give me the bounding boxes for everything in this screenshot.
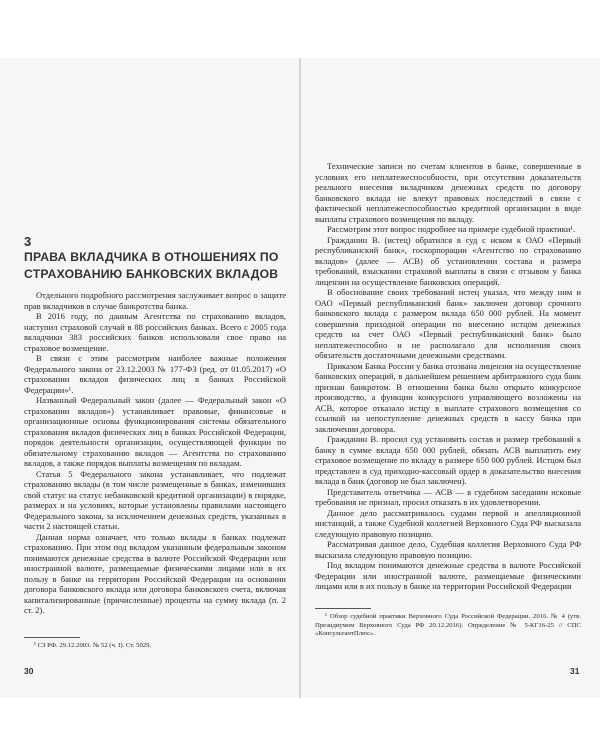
paragraph: Гражданин В. (истец) обратился в суд с иском к ОАО «Первый республиканский банк», госкорпорации «Агентство по страхованию вкладов» (далее — АСВ) об установлении состава и размера требований, взыскании страховой выплаты в связи с отзывом у банка лицензии на осуществление банковских операций. [315,234,581,287]
page-number: 31 [570,666,580,676]
chapter-title: ПРАВА ВКЛАДЧИКА В ОТНОШЕНИЯХ ПО СТРАХОВАНИЮ БАНКОВСКИХ ВКЛАДОВ [24,250,279,281]
book-spread [0,58,600,698]
left-page [0,58,299,698]
paragraph: Статья 5 Федерального закона устанавливает, что подлежат страхованию вклады (в том числе размещенные в банках, изменивших свой статус на статус небанковской кредитной организации) в порядке, размерах и на условиях, которые установлены правилами настоящего Федерального закона, за исключением денежных средств, указанных в части 2 настоящей статьи. [24,468,286,531]
paragraph: Представитель ответчика — АСВ — в судебном заседании исковые требования не признал, просил отказать в их удовлетворении. [315,486,581,507]
page-number: 30 [24,666,34,676]
paragraph: Названный Федеральный закон (далее — Федеральный закон «О страховании вкладов») устанавливает правовые, финансовые и организационные основы функционирования системы обязательного страхования вкладов физических лиц в банках Российской Федерации, порядок деятельности организации, осуществляющей функции по обязательному страхованию вкладов — Агентства по страхованию вкладов, а также порядок выплаты возмещения по вкладам. [24,395,286,468]
paragraph: Под вкладом понимаются денежные средства в валюте Российской Федерации или иностранной валюте, размещаемые физическими лицами или в их пользу в банке на территории Российской Федерации [315,560,581,591]
footnote-text: ¹ Обзор судебной практики Верховного Суда Российской Федерации. 2016. № 4 (утв. Президиумом Верховного Суда РФ 20.12.2016). Определение № 5-КГ16-25 // СПС «КонсультантПлюс». [315,613,581,638]
footnote-rule [24,637,80,638]
left-body-text [24,290,286,616]
paragraph: Отдельного подробного рассмотрения заслуживает вопрос о защите прав вкладчиков в случае банкротства банка. [24,290,286,311]
chapter-number: 3 [24,234,32,249]
paragraph: Рассмотрим этот вопрос подробнее на примере судебной практики¹. [327,224,576,234]
right-body-text [315,161,581,592]
left-footnote [24,642,286,651]
right-page [301,58,600,698]
paragraph: Данное дело рассматривалось судами первой и апелляционной инстанций, а также Судебной коллегией Верховного Суда РФ высказала следующую правовую позицию. [315,507,581,539]
paragraph: В обоснование своих требований истец указал, что между ним и ОАО «Первый республиканский банк» заключен договор срочного банковского вклада с размером вклада 650 000 рублей. На момент совершения приходной операции по внесению истцом денежных средств на счет ОАО «Первый республиканский банк» было неплатежеспособно и не располагало для исполнения своих обязательств достаточными денежными средствами. [315,287,581,360]
paragraph: Рассматривая данное дело, Судебная коллегия Верховного Суда РФ высказала следующую правовую позицию. [315,539,581,560]
paragraph: Гражданин В. просил суд установить состав и размер требований к банку в сумме вклада 650 000 рублей, обязать АСВ выплатить ему страховое возмещение по вкладу в размере 650 000 рублей. Истцом был представлен в суд приходно-кассовый ордер в доказательство внесения вклада в банк (договор не был заключен). [315,434,581,486]
paragraph: Данная норма означает, что только вклады в банках подлежат страхованию. При этом под вкладом указанным федеральным законом понимаются денежные средства в валюте Российской Федерации или иностранной валюте, размещаемые физическими лицами или в их пользу в банке на территории Российской Федерации на основании договора банковского вклада или договора банковского счета, включая капитализированные (причисленные) проценты на сумму вклада (п. 2 ст. 2). [24,531,286,615]
paragraph: Приказом Банка России у банка отозвана лицензия на осуществление банковских операций, в дальнейшем решением арбитражного суда банк признан банкротом. В отношении банка было открыто конкурсное производство, а функции конкурсного управляющего возложены на АСВ, которое отказало истцу в выплате страхового возмещения со ссылкой на непоступление денежных средств в кассу банка при заключении договора. [315,360,581,434]
paragraph: Технические записи по счетам клиентов в банке, совершенные в условиях его неплатежеспособности, при отсутствии доказательств реального внесения вкладчиком денежных средств по договору банковского вклада не влекут правовых последствий в связи с фактической неплатежеспособностью кредитной организации в виде выплаты страхового возмещения по вкладу. [315,161,581,224]
paragraph: В связи с этим рассмотрим наиболее важные положения Федерального закона от 23.12.2003 № 177-ФЗ (ред. от 01.05.2017) «О страховании вкладов физических лиц в банках Российской Федерации»¹. [24,353,286,395]
right-footnote [315,613,581,639]
footnote-text: ¹ СЗ РФ. 29.12.2003. № 52 (ч. I). Ст. 5029. [34,642,152,649]
paragraph: В 2016 году, по данным Агентства по страхованию вкладов, наступил страховой случай в 88 российских банках. Всего с 2005 года вкладчики 383 российских банков использовали свое право на страховое возмещение. [24,311,286,353]
footnote-rule [315,608,371,609]
